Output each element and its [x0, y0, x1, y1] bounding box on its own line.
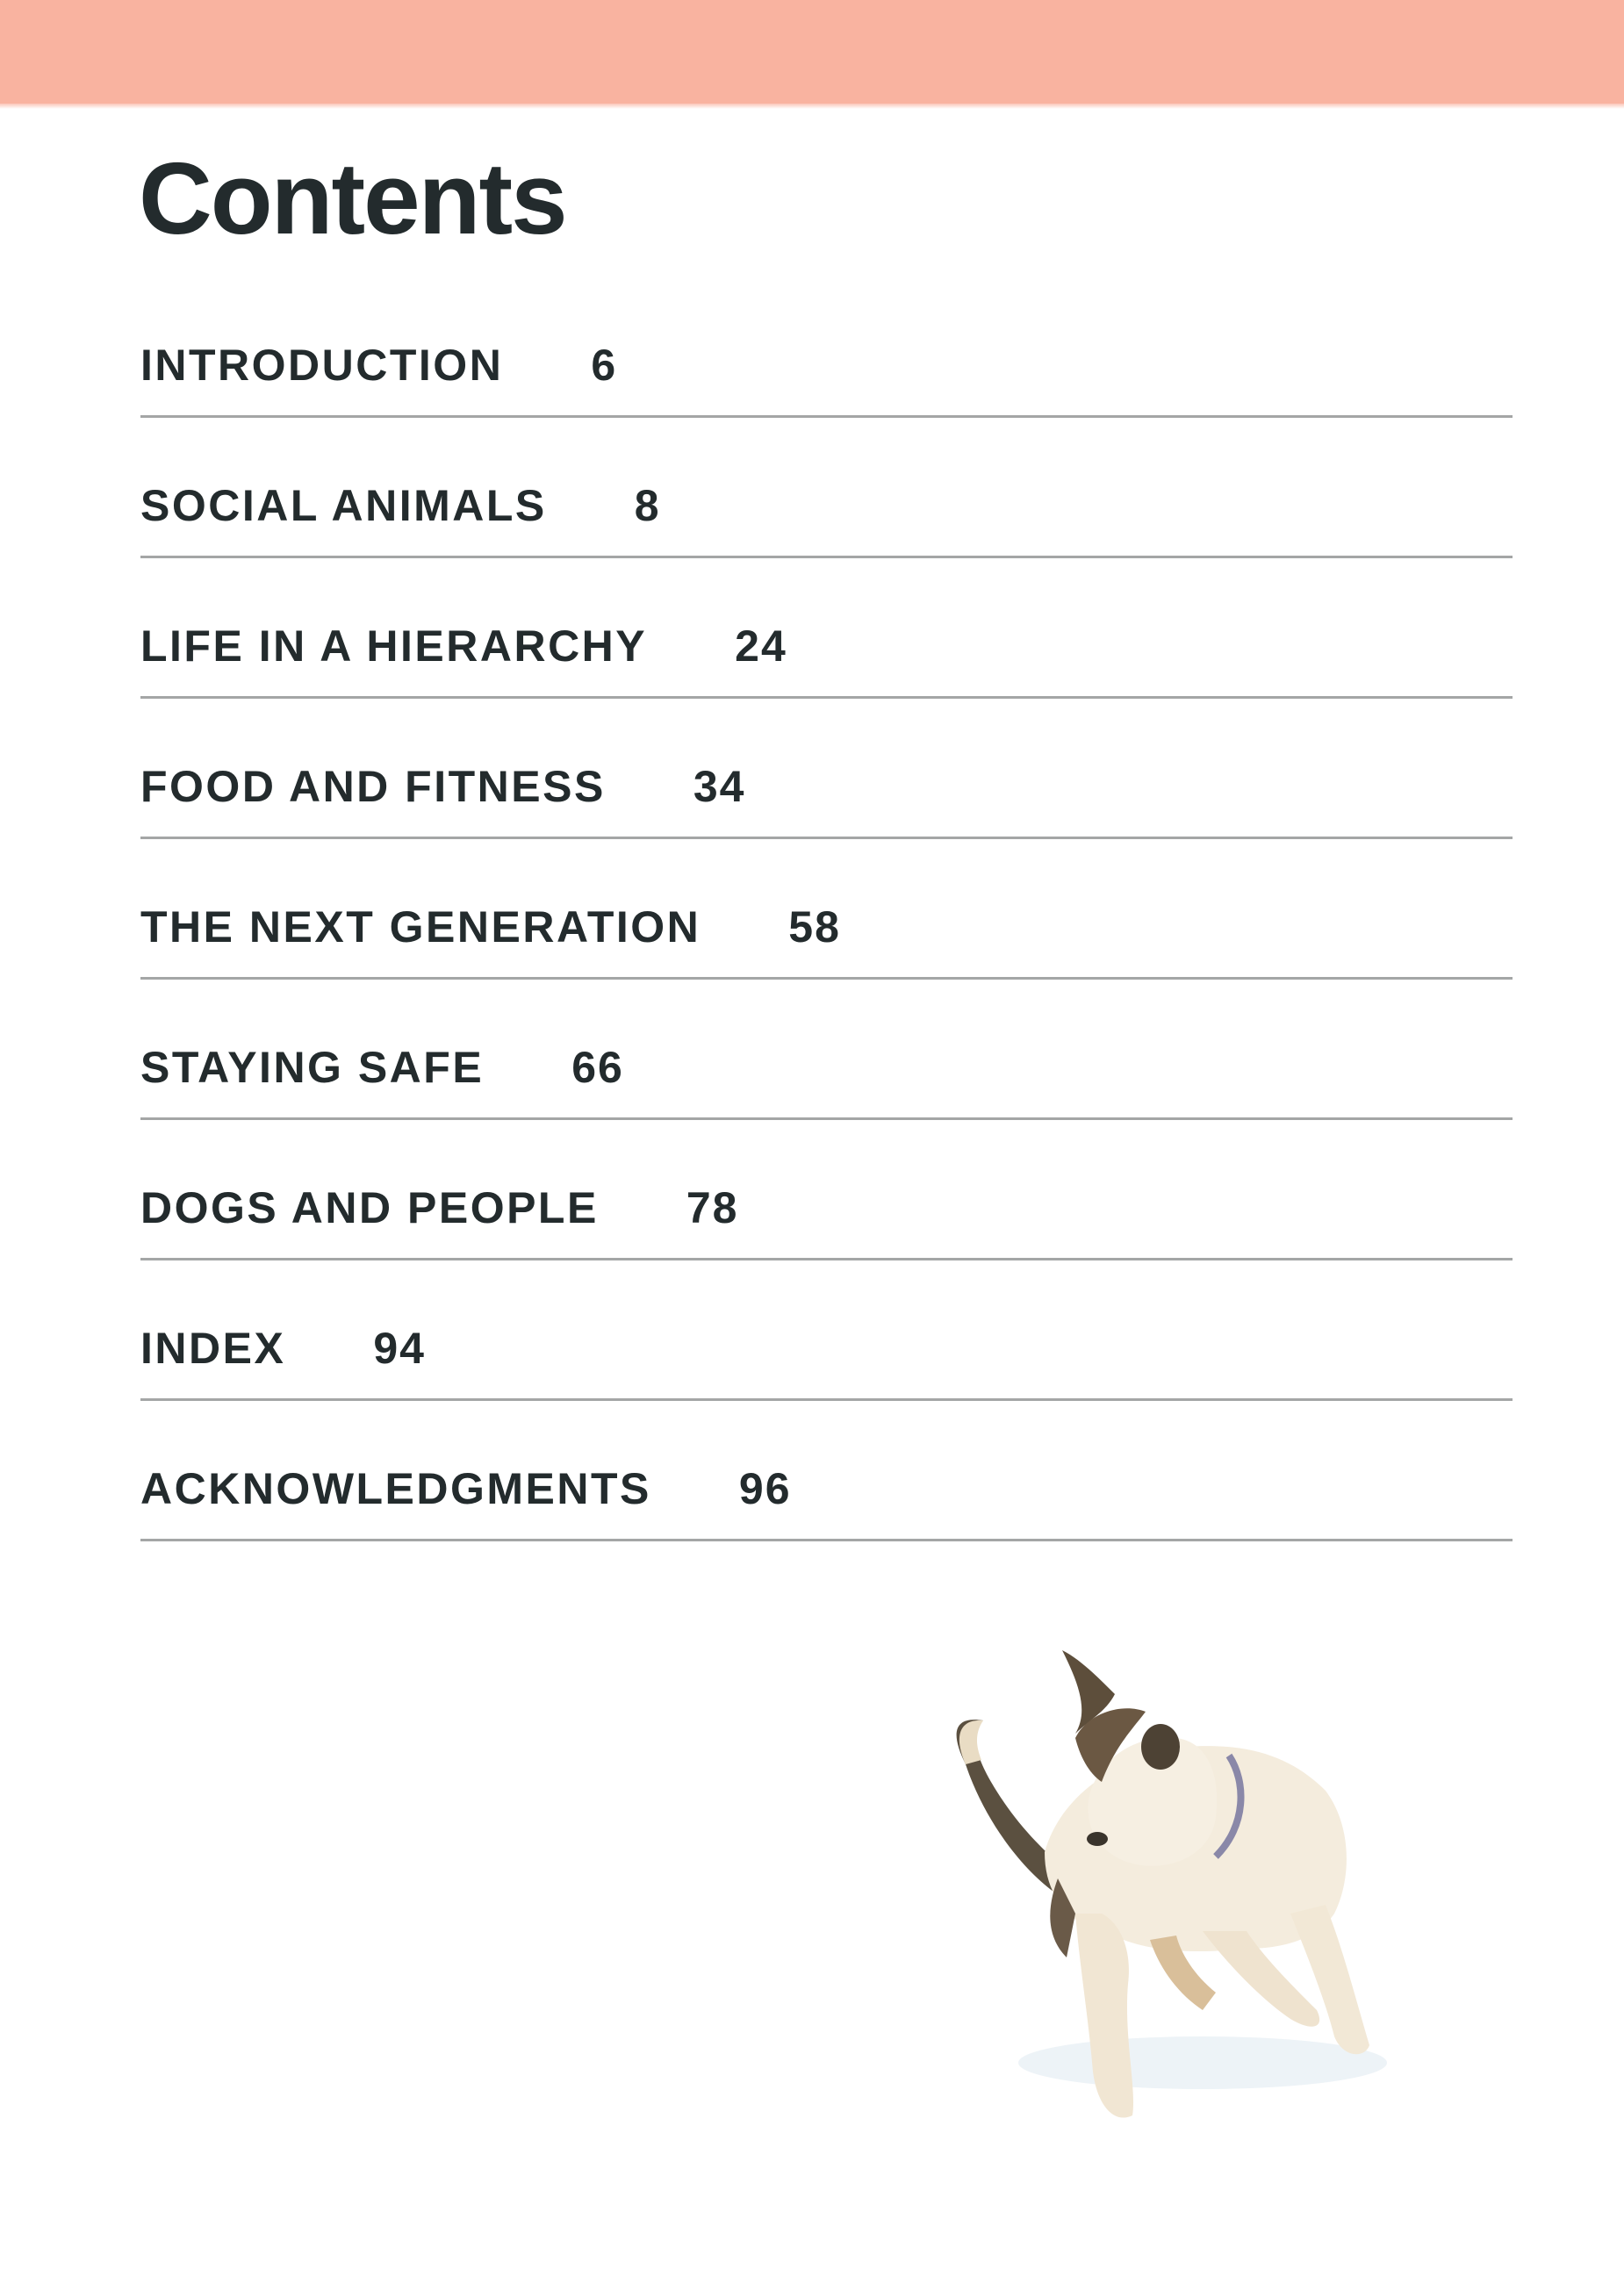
toc-entry-social-animals[interactable]	[140, 481, 661, 530]
toc-page-number: 6	[591, 341, 618, 390]
toc-label: FOOD AND FITNESS	[140, 762, 606, 811]
page-title: Contents	[139, 141, 566, 255]
toc-label: ACKNOWLEDGMENTS	[140, 1464, 651, 1513]
toc-label: STAYING SAFE	[140, 1043, 485, 1092]
toc-entry-food-and-fitness[interactable]	[140, 762, 746, 811]
toc-entry-life-in-a-hierarchy[interactable]	[140, 621, 787, 671]
toc-page-number: 94	[373, 1324, 426, 1373]
toc-row	[140, 1120, 1513, 1260]
toc-entry-dogs-and-people[interactable]	[140, 1183, 739, 1232]
toc-label: INTRODUCTION	[140, 341, 504, 390]
toc-entry-the-next-generation[interactable]	[140, 902, 841, 952]
toc-page-number: 34	[693, 762, 746, 811]
toc-label: DOGS AND PEOPLE	[140, 1183, 599, 1232]
toc-row	[140, 418, 1513, 558]
toc-entry-staying-safe[interactable]	[140, 1043, 624, 1092]
toc-page-number: 8	[634, 481, 661, 530]
toc-row	[140, 277, 1513, 418]
toc-page-number: 24	[735, 621, 787, 671]
toc-row	[140, 558, 1513, 699]
toc-row	[140, 1401, 1513, 1541]
toc-entry-acknowledgments[interactable]	[140, 1464, 792, 1513]
toc-row	[140, 699, 1513, 839]
toc-page-number: 96	[738, 1464, 792, 1513]
table-of-contents	[140, 277, 1513, 1541]
toc-label: SOCIAL ANIMALS	[140, 481, 547, 530]
toc-entry-index[interactable]	[140, 1324, 426, 1373]
dog-photo-icon	[913, 1650, 1457, 2159]
toc-page-number: 78	[686, 1183, 739, 1232]
toc-label: THE NEXT GENERATION	[140, 902, 701, 952]
toc-page-number: 66	[571, 1043, 624, 1092]
toc-page-number: 58	[788, 902, 841, 952]
toc-row	[140, 839, 1513, 980]
toc-row	[140, 980, 1513, 1120]
toc-label: LIFE IN A HIERARCHY	[140, 621, 648, 671]
toc-entry-introduction[interactable]	[140, 341, 618, 390]
toc-label: INDEX	[140, 1324, 286, 1373]
header-color-band	[0, 0, 1624, 104]
toc-row	[140, 1260, 1513, 1401]
